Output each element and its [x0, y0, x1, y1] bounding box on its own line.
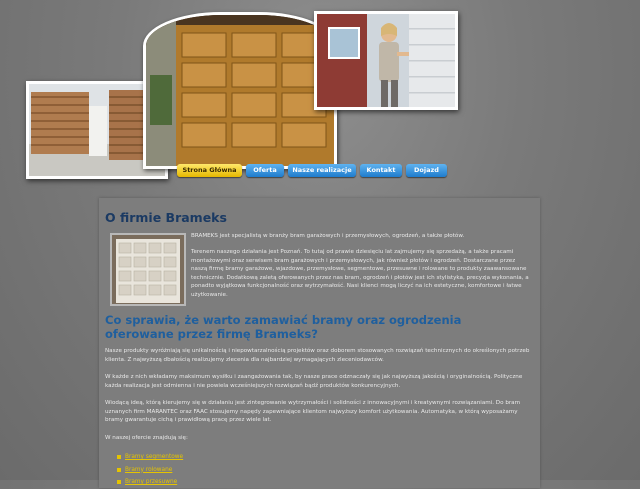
intro-paragraph: Terenem naszego działania jest Poznań. To tutaj od prawie dziesięciu lat zajmujemy się sprzedażą, a także pracami montażowymi oraz serwisem bram garażowych i przemysłowych, jak również płotów i ogrodzeń. Dostarczane przez naszą firmę bramy garażowe, wjazdowe, przemysłowe, segmentowe, przesuwne i rolowane to produkty zaawansowane technicznie. Dodatkową zaletą oferowanych przez nas bram, ogrodzeń i płotów jest ich stylistyka, precyzja wykonania, a ponadto wyjątkowa funkcjonalność oraz wytrzymałość. Nasi klienci mogą liczyć na ich estetyczne, komfortowe i łatwe użytkowanie.: [191, 249, 529, 298]
page-title: O firmie Brameks: [105, 210, 227, 225]
offer-link-sliding-gates[interactable]: Bramy przesuwne: [125, 479, 178, 486]
garage-door-thumbnail: [110, 233, 186, 306]
nav-realizations-button[interactable]: Nasze realizacje: [288, 164, 356, 177]
body-paragraph: Nasze produkty wyróżniają się unikalnością i niepowtarzalnością projektów oraz doborem stosowanych rozwiązań technicznych do określonych potrzeb klienta. Z najwyższą dbałością realizujemy zlecenia dla najbardziej wymagających zleceniodawców.: [105, 348, 530, 363]
intro-paragraph: BRAMEKS jest specjalistą w branży bram garażowych i przemysłowych, ogrodzeń, a także płotów.: [191, 233, 465, 239]
offer-list-item[interactable]: [117, 476, 183, 489]
body-paragraph: Wiodącą ideą, którą kierujemy się w działaniu jest zintegrowanie wytrzymałości i solidności z innowacyjnymi i kreatywnymi rozwiązaniami. Do bram uznanych firm MARANTEC oraz FAAC stosujemy napędy zapewniające klientom najwyższy komfort użytkowania. Automatyka, w którą wyposażamy bramy gwarantuje cichą i prawidłową pracę przez wiele lat.: [105, 400, 521, 424]
header-photo-woman-at-door: [314, 11, 458, 110]
body-paragraph: W naszej ofercie znajdują się:: [105, 435, 188, 441]
offer-list-item[interactable]: [117, 464, 183, 477]
header-photo-wooden-garage-door: [143, 12, 337, 169]
main-content: [99, 198, 540, 488]
offer-link-segment-doors[interactable]: Bramy segmentowe: [125, 454, 184, 460]
nav-offer-button[interactable]: Oferta: [246, 164, 284, 177]
offer-link-roller-doors[interactable]: Bramy rolowane: [125, 466, 173, 473]
nav-directions-button[interactable]: Dojazd: [406, 164, 447, 177]
section-subtitle: Co sprawia, że warto zamawiać bramy oraz ogrodzenia oferowane przez firmę Brameks?: [105, 313, 462, 341]
offer-list: [117, 451, 183, 489]
body-paragraph: W każde z nich wkładamy maksimum wysiłku i zaangażowania tak, by nasze prace odznaczały się jak najwyższą jakością i oryginalnością. Polityczne każda realizacja jest odmienna i nie powiela wcześniejszych rozwiązań bądź produktów konkurencyjnych.: [105, 374, 523, 389]
offer-list-item[interactable]: [117, 451, 183, 464]
nav-contact-button[interactable]: Kontakt: [360, 164, 402, 177]
nav-home-button[interactable]: Strona Główna: [177, 164, 242, 177]
